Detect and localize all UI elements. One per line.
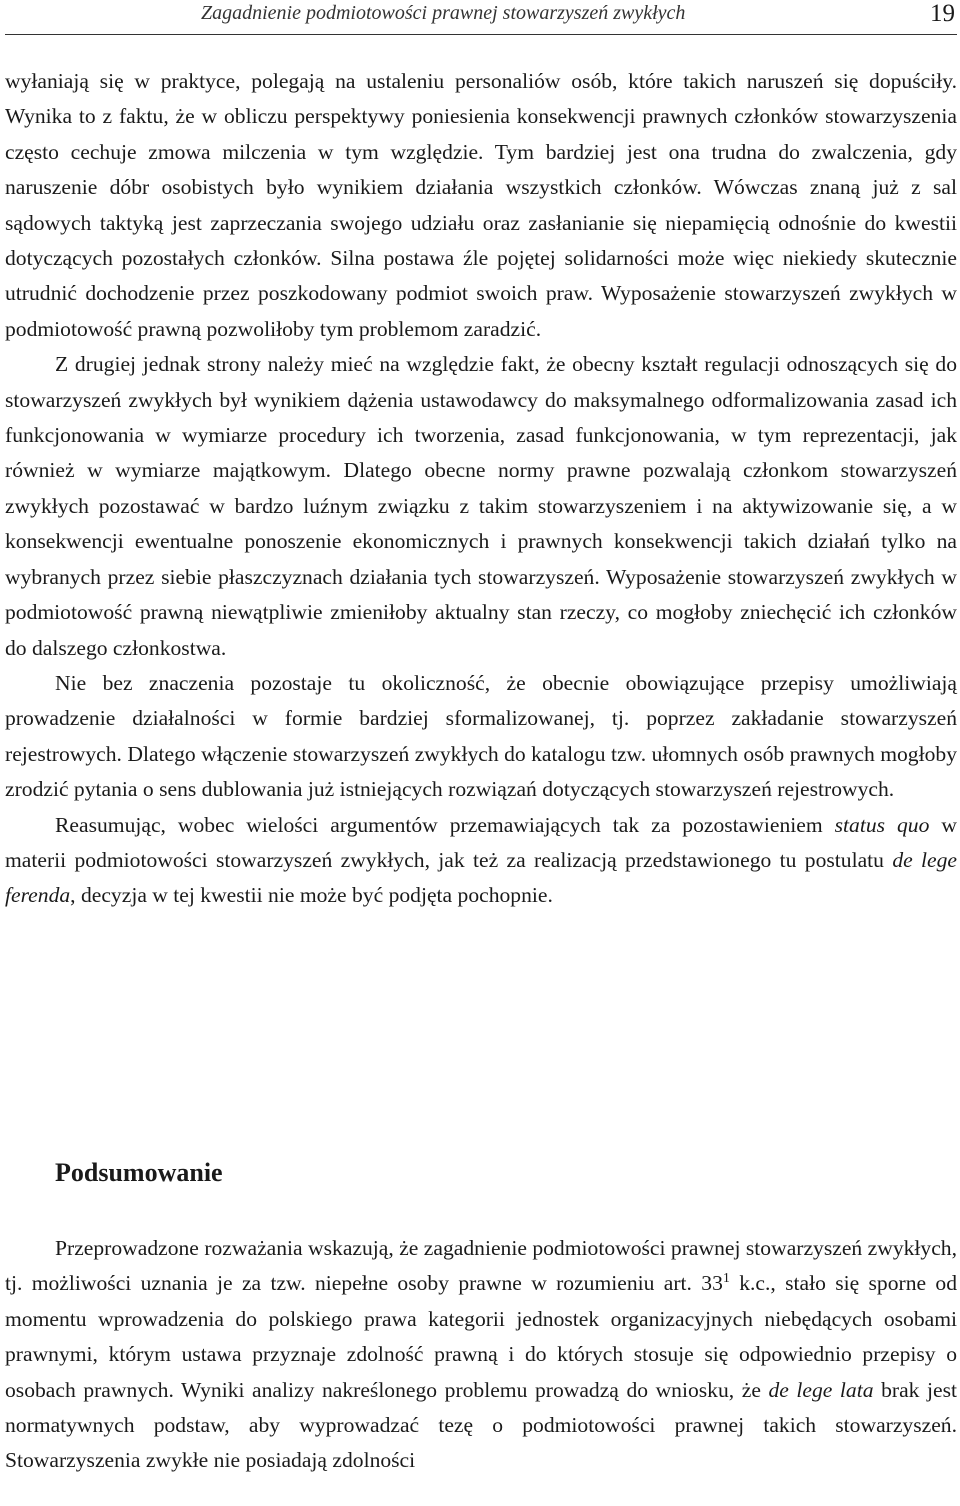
summary-italic-de-lege-lata: de lege lata [768,1377,874,1402]
paragraph-4-text-1: Reasumując, wobec wielości argumentów przemawiających tak za pozostawieniem [55,812,835,837]
header-rule [5,34,957,35]
summary-text-2: k.c., stało się sporne od momentu wprowadzenia do polskiego prawa kategorii jednostek organizacyjnych niebędących osobami prawnymi, którym ustawa przyznaje zdolność prawną i do których stosuje się odpowiednio przepisy o osobach prawnych. Wyniki analizy nakreślonego problemu prowadzą do wniosku, że [5,1271,957,1402]
paragraph-1: wyłaniają się w praktyce, polegają na ustaleniu personaliów osób, które takich naruszeń się dopuściły. Wynika to z faktu, że w obliczu perspektywy poniesienia konsekwencji prawnych członków stowarzyszenia często cechuje zmowa milczenia w tym względzie. Tym bardziej jest ona trudna do zwalczenia, gdy naruszenie dóbr osobistych było wynikiem działania wszystkich członków. Wówczas znaną już z sal sądowych taktyką jest zaprzeczania swojego udziału oraz zasłanianie się niepamięcią odnośnie do kwestii dotyczących pozostałych członków. Silna postawa źle pojętej solidarności może więc niekiedy skutecznie utrudnić dochodzenie przez poszkodowany podmiot swoich praw. Wyposażenie stowarzyszeń zwykłych w podmiotowość prawną pozwoliłoby tym problemom zaradzić. [5,69,957,341]
paragraph-4 [5,808,957,914]
paragraph-4-italic-status-quo: status quo [834,812,930,837]
summary-text-3: brak jest normatywnych podstaw, aby wyprowadzać tezę o podmiotowości prawnej takich stowarzyszeń. Stowarzyszenia zwykłe nie posiadają zdolności [5,1377,958,1473]
main-text [5,64,957,914]
summary-paragraph [5,1231,957,1479]
summary-section [5,1231,957,1479]
summary-text-1: Przeprowadzone rozważania wskazują, że zagadnienie podmiotowości prawnej stowarzyszeń zwykłych, tj. możliwości uznania je za tzw. niepełne osoby prawne w rozumieniu art. 33 [5,1236,957,1296]
paragraph-3: Nie bez znaczenia pozostaje tu okoliczność, że obecnie obowiązujące przepisy umożliwiają prowadzenie działalności w formie bardziej sformalizowanej, tj. poprzez zakładanie stowarzyszeń rejestrowych. Dlatego włączenie stowarzyszeń zwykłych do katalogu tzw. ułomnych osób prawnych mogłoby zrodzić pytania o sens dublowania już istniejących rozwiązań dotyczących stowarzyszeń rejestrowych. [5,670,957,802]
paragraph-4-italic-de-lege-ferenda: de lege ferenda [5,847,957,908]
paragraph-4-text-3: , decyzja w tej kwestii nie może być podjęta pochopnie. [70,883,553,908]
summary-superscript: 1 [722,1271,730,1287]
running-head [5,0,957,30]
paragraph-2: Z drugiej jednak strony należy mieć na względzie fakt, że obecny kształt regulacji odnoszących się do stowarzyszeń zwykłych był wynikiem dążenia ustawodawcy do maksymalnego odformalizowania zasad ich funkcjonowania w wymiarze procedury ich tworzenia, zasad funkcjonowania, w tym reprezentacji, jak również w wymiarze majątkowym. Dlatego obecne normy prawne pozwalają członkom stowarzyszeń zwykłych pozostawać w bardzo luźnym związku z takim stowarzyszeniem i na aktywizowanie się, a w konsekwencji ewentualne ponoszenie ekonomicznych i prawnych konsekwencji takich działań tylko na wybranych przez siebie płaszczyznach działania tych stowarzyszeń. Wyposażenie stowarzyszeń zwykłych w podmiotowość prawną niewątpliwie zmieniłoby aktualny stan rzeczy, co mogłoby zniechęcić ich członków do dalszego członkostwa. [5,352,957,660]
running-head-title: Zagadnienie podmiotowości prawnej stowarzyszeń zwykłych [201,2,686,24]
paragraph-4-text-2: w materii podmiotowości stowarzyszeń zwykłych, jak też za realizacją przedstawionego tu postulatu [5,812,957,872]
page-number: 19 [930,0,955,27]
section-heading: Podsumowanie [55,1158,223,1187]
